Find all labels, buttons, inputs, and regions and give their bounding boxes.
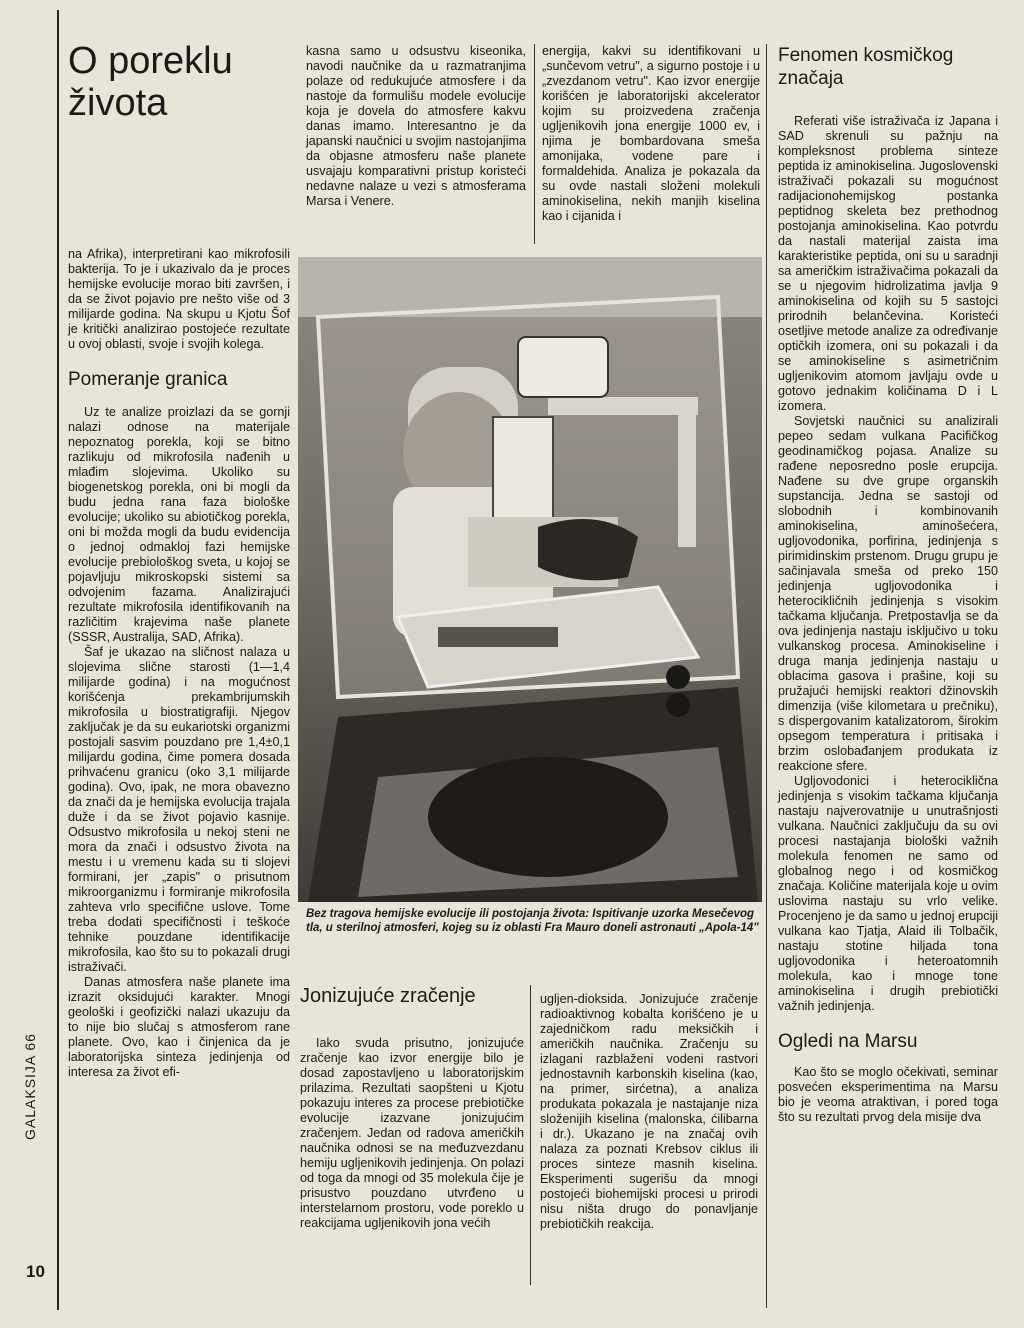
- section-heading-ogledi: Ogledi na Marsu: [778, 1031, 918, 1052]
- col1-paragraph-4: Danas atmosfera naše planete ima izrazit oksidujući karakter. Mnogi geološki i geofizički nalazi ukazuju da to nije bio slučaj s atmosferom rane planete. Ovo, kao i činjenica da je laboratorijska sinteza jedinjenja od interesa za život efi-: [68, 975, 290, 1079]
- article-title-line2: života: [68, 82, 168, 124]
- col3b-paragraph-1: ugljen-dioksida. Jonizujuće zračenje radioaktivnog kobalta korišćeno je u zajedničkom radu meksičkih i američkih naučnika. Zračenju su izlagani razblaženi vodeni rastvori jednostavnih karbonskih kiselina (kao, na primer, sirćetna), a analiza produkata pokazala je nastajanje niza složenijih kiselina (malonska, ćilibarna i dr.). Ukazano je na značaj ovih nalaza za poznati Krebsov ciklus ili proces sinteze masnih kiselina. Eksperimenti sugerišu da mnogi postojeći biohemijski procesi u prirodi nisu ništa drugo do ponavljanje prebiotičkih reakcija.: [540, 992, 758, 1231]
- magazine-issue-label: GALAKSIJA 66: [22, 1033, 38, 1140]
- col4-paragraph-4: Kao što se moglo očekivati, seminar posvećen eksperimentima na Marsu bio je veoma atraktivan, i pored toga što su rezultati prvog dela misije dva: [778, 1065, 998, 1124]
- col1-paragraph-1: na Afrika), interpretirani kao mikrofosili bakterija. To je i ukazivalo da je proces hemijske evolucije morao biti završen, i da se život pojavio pre nešto više od 3 milijarde godina. Na skupu u Kjotu Šof je kritički analizirao postojeće rezultate u ovoj oblasti, svoje i svojih kolega.: [68, 247, 290, 351]
- column-rule-2-3-bottom: [530, 985, 531, 1285]
- col1-paragraph-2: Uz te analize proizlazi da se gornji nalazi odnose na materijale nepoznatog porekla, koji se bitno razlikuju od mikrofosila nađenih u mlađim slojevima. Ukoliko su biogenetskog porekla, oni bi mogli da budu jedna rana faza biološke evolucije; ukoliko su abiotičkog porekla, oni bi možda mogli da budu evidencija o jednoj odmakloj fazi hemijske evolucije prebiološkog sveta, u kojoj se pojavljuju mikroskopski sistemi sa odvojenim fazama. Analizirajući rezultate mikrofosila identifikovanih na različitim krajevima naše planete (SSSR, Australija, SAD, Afrika).: [68, 405, 290, 644]
- column-4: [778, 44, 998, 1125]
- column-3-bottom: [540, 992, 758, 1232]
- article-title: [68, 40, 233, 124]
- col2-paragraph-1: kasna samo u odsustvu kiseonika, navodi naučnike da u razmatranjima polaze od redukujuće atmosfere i da nastoje da formulišu modele evolucije koja je dovela do atmosfere kakvu danas imamo. Interesantno je da japanski naučnici u svojim nastojanjima da objasne atmosferu naše planete usvajaju komparativni pristup koristeći nedavne nalaze u vezi s atmosferama Marsa i Venere.: [306, 44, 526, 208]
- left-margin-rule: [57, 10, 59, 1310]
- article-title-line1: O poreklu: [68, 40, 233, 82]
- column-2-bottom: [300, 985, 524, 1231]
- column-1: [68, 247, 290, 1080]
- section-heading-jonizujuce: Jonizujuće zračenje: [300, 985, 476, 1007]
- col3-paragraph-1: energija, kakvi su identifikovani u „sunčevom vetru", a sigurno postoje i u „zvezdanom vetru". Kao izvor energije korišćen je laboratorijski akcelerator kojim su proizvedena zračenja ugljenikovih jona energije 1000 ev, i njima je bombardovana smeša amonijaka, vodene pare i formaldehida. Analiza je pokazala da su ovde nastali složeni molekuli aminokiselina, nekih manjih kiselina kao i cijanida i: [542, 44, 760, 223]
- column-2-top: [306, 44, 526, 209]
- photo-caption: Bez tragova hemijske evolucije ili postojanja života: Ispitivanje uzorka Mesečevog tla, u sterilnoj atmosferi, kojeg su iz oblasti Fra Mauro doneli astronauti „Apola-14": [306, 908, 759, 934]
- microscope-scene-illustration: [298, 257, 762, 902]
- col4-paragraph-2: Sovjetski naučnici su analizirali pepeo sedam vulkana Pacifičkog geodinamičkog pojasa. Analize su rađene neposredno posle erupcija. Nađene su dve grupe organskih supstancija. Jedna se sastoji od slobodnih i kombinovanih aminokiselina, aminošećera, ugljovodonika, porfirina, jedinjenja s pirimidinskim prstenom. Drugu grupu je sačinjavala smeša od preko 150 jedinjenja ugljovodonika i heterocikličnih jedinjenja s visokim tačkama ključanja. Pretpostavlja se da ova jedinjenja nastaju isključivo u toku vulkanskog procesa. Aminokiseline i druga manja jedinjenja nastaju u oblacima gasova i prašine, koji su pružajući hemijski reaktori džinovskih dimenzija (više kilometara u prečniku), s dispergovanim katalizatorom, širokim opsegom temperatura i pritisaka i brzim oslobađanjem produkata iz reakcione sfere.: [778, 414, 998, 773]
- column-rule-2-3-top: [534, 44, 535, 244]
- col1-paragraph-3: Šaf je ukazao na sličnost nalaza u slojevima slične starosti (1—1,4 milijarde godina) i na mogućnost korišćenja prekambrijumskih mikrofosila u biostratigrafiji. Njegov zaključak je da su eukariotski organizmi postojali sasvim pouzdano pre 1,4±0,1 milijardu godina, čime pomera dosada prihvaćenu granicu (oko 3,1 milijarde godina). Ovo, ipak, ne mora obavezno da znači da je hemijska evolucija trajala duže i da se život pojavio kasnije. Odsustvo mikrofosila u nekoj steni ne mora da znači i odsustvo života na mestu i u vremenu kada su ti slojevi formirani, jer „zapis" o prisutnom mikroorganizmu i formiranje mikrofosila zahteva vrlo specifične uslove. Tome treba dodati specifičnosti i teškoće tehnike pouzdane identifikacije mikrofosila, kao što su to pokazali drugi istraživači.: [68, 645, 290, 974]
- col2b-paragraph-1: Iako svuda prisutno, jonizujuće zračenje kao izvor energije bilo je dosad zapostavljeno u laboratorijskim prilazima. Rezultati saopšteni u Kjotu pokazuju interes za procese prebiotičke evolucije izazvane jonizujućim zračenjem. Jedan od radova američkih naučnika odnosi se na međuzvezdanu hemiju ugljenikovih jedinjenja. On polazi od toga da mnogi od 35 molekula čije je prisustvo pouzdano utvrđeno u interstelarnom prostoru, vode poreklo u reakcijama ugljenikovih jona većih: [300, 1036, 524, 1230]
- section-heading-pomeranje: Pomeranje granica: [68, 369, 228, 390]
- column-rule-3-4: [766, 44, 767, 1308]
- col4-paragraph-1: Referati više istraživača iz Japana i SAD skrenuli su pažnju na kompleksnost problema sinteze peptida iz aminokiselina. Jugoslovenski istraživači pokazali su mogućnost radijacionohemijskog postanka peptidnog skeleta bez prethodnog postojanja aminokiselina. Kao potvrdu da nastali materijal zaista ima karakteristike peptida, oni su u saradnji sa američkim istraživačima pokazali da se u njegovim hidrolizatima javlja 9 aminokiselina od kojih su 5 sastojci prirodnih belančevina. Koristeći osetljive metode analize za određivanje optičkih izomera, oni su pokazali i da se aminokiseline s asimetričnim ugljenikovim atomom javljaju ovde u gotovo jednakim količinama D i L izomera.: [778, 114, 998, 413]
- page-number: 10: [26, 1262, 45, 1281]
- section-heading-fenomen: Fenomen kosmičkog značaja: [778, 45, 954, 89]
- laboratory-photo: [298, 257, 762, 902]
- column-3-top: [542, 44, 760, 224]
- col4-paragraph-3: Ugljovodonici i heterociklična jedinjenja s visokim tačkama ključanja nastaju najverovatnije u unutrašnjosti vulkana. Naučnici zaključuju da su ovi procesi nastajanja biološki važnih molekula fenomen ne samo od globalnog nego i od kosmičkog značaja. Količine materijala koje u ovim uslovima nastaju su vrlo velike. Procenjeno je da samo u jednoj erupciji vulkana kao Tjatja, Alaid ili Tolbačik, nastaju stotine hiljada tona ugljovodonika i heteroatomnih molekula, kao i mnoge tone aminokiselina i drugih prebiotički važnih jedinjenja.: [778, 774, 998, 1013]
